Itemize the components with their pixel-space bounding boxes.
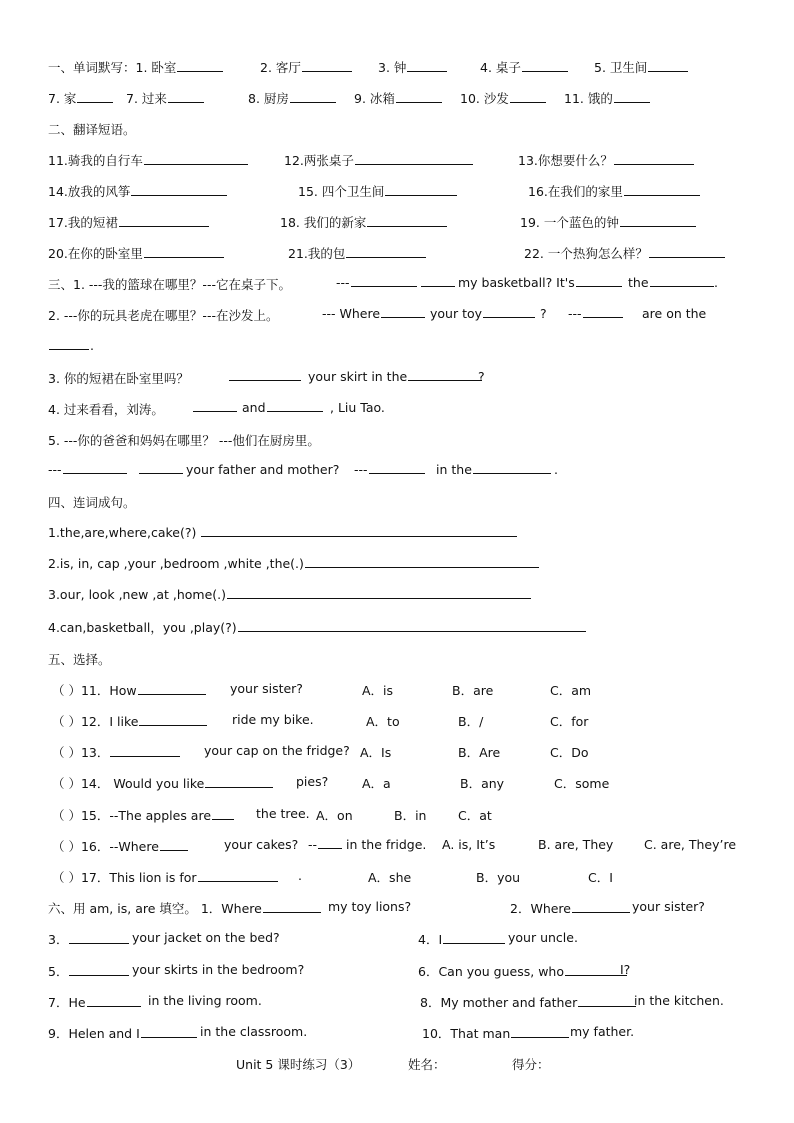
segment-text: 5． xyxy=(48,964,69,979)
line-segment xyxy=(52,712,208,730)
line-segment xyxy=(458,806,492,824)
segment-text: 19. 一个蓝色的钟 xyxy=(520,215,619,230)
answer-blank[interactable] xyxy=(565,964,627,976)
line-segment xyxy=(52,743,181,761)
line-segment xyxy=(48,244,225,262)
line-segment xyxy=(360,743,391,761)
line-segment xyxy=(430,306,536,321)
line-segment xyxy=(48,151,249,169)
answer-blank[interactable] xyxy=(87,995,141,1007)
segment-text: 15. 四个卫生间 xyxy=(298,184,385,199)
line-segment xyxy=(588,868,613,886)
segment-text: 18. 我们的新家 xyxy=(280,215,367,230)
segment-text: . xyxy=(90,338,94,353)
segment-text: ride my bike. xyxy=(232,712,314,727)
segment-text: in the classroom. xyxy=(200,1024,308,1039)
segment-text: （ ）14． Would you like xyxy=(52,776,205,791)
segment-text: （ ）12．I like xyxy=(52,714,139,729)
segment-text: , Liu Tao. xyxy=(330,400,385,415)
line-segment xyxy=(316,806,353,824)
line-segment xyxy=(48,1024,198,1042)
segment-text: . xyxy=(554,462,558,477)
segment-text: A．Is xyxy=(360,745,392,760)
segment-text: and xyxy=(242,400,266,415)
answer-blank[interactable] xyxy=(576,275,622,287)
line-segment xyxy=(460,89,547,107)
segment-text: B．in xyxy=(394,808,427,823)
answer-blank[interactable] xyxy=(421,275,455,287)
answer-blank[interactable] xyxy=(396,91,442,103)
line-segment xyxy=(192,400,238,415)
segment-text: 22. 一个热狗怎么样？ xyxy=(524,246,648,261)
line-segment xyxy=(48,120,136,138)
answer-blank[interactable] xyxy=(473,462,551,474)
line-segment xyxy=(594,58,689,76)
segment-text: 2.is, in, cap ,your ,bedroom ,white ,the(.) xyxy=(48,556,304,571)
line-segment xyxy=(284,151,474,169)
segment-text: 11.骑我的自行车 xyxy=(48,153,143,168)
answer-blank[interactable] xyxy=(110,745,180,757)
line-segment xyxy=(298,868,302,883)
line-segment xyxy=(570,1024,634,1039)
segment-text: 6．Can you guess, who xyxy=(418,964,564,979)
segment-text: 4．I xyxy=(418,932,443,947)
answer-blank[interactable] xyxy=(385,184,457,196)
answer-blank[interactable] xyxy=(369,462,425,474)
answer-blank[interactable] xyxy=(620,215,696,227)
line-segment xyxy=(48,930,130,948)
line-segment xyxy=(48,525,196,540)
segment-text: -- xyxy=(308,837,318,852)
line-segment xyxy=(248,89,337,107)
line-segment xyxy=(308,369,483,384)
answer-blank[interactable] xyxy=(227,587,531,599)
answer-blank[interactable] xyxy=(49,338,89,350)
line-segment xyxy=(420,993,637,1011)
segment-text: （ ）16．--Where xyxy=(52,839,159,854)
segment-text: 10. 沙发 xyxy=(460,91,509,106)
segment-text: （ ）15．--The apples are xyxy=(52,808,212,823)
segment-text: my basketball? It's xyxy=(458,275,575,290)
line-segment xyxy=(354,462,426,477)
segment-text: A．a xyxy=(362,776,391,791)
segment-text: 16.在我们的家里 xyxy=(528,184,623,199)
line-segment xyxy=(308,837,343,852)
line-segment xyxy=(138,462,184,477)
answer-blank[interactable] xyxy=(408,369,482,381)
segment-text: 3. 钟 xyxy=(378,60,407,75)
line-segment xyxy=(48,962,130,980)
segment-text: B. are, They xyxy=(538,837,614,852)
segment-text: your toy xyxy=(430,306,483,321)
segment-text: 17.我的短裙 xyxy=(48,215,118,230)
segment-text: 5. 卫生间 xyxy=(594,60,648,75)
segment-text: 2. 客厅 xyxy=(260,60,301,75)
answer-blank[interactable] xyxy=(522,60,568,72)
answer-blank[interactable] xyxy=(144,246,224,258)
answer-blank[interactable] xyxy=(302,60,352,72)
answer-blank[interactable] xyxy=(572,901,630,913)
answer-blank[interactable] xyxy=(141,1026,197,1038)
line-segment xyxy=(418,930,506,948)
segment-text: C．at xyxy=(458,808,492,823)
line-segment xyxy=(478,369,485,384)
answer-blank[interactable] xyxy=(649,246,725,258)
segment-text: C．some xyxy=(554,776,610,791)
segment-text: my toy lions? xyxy=(328,899,412,914)
line-segment xyxy=(508,930,578,945)
line-segment xyxy=(48,493,136,511)
segment-text: your jacket on the bed? xyxy=(132,930,280,945)
segment-text: your uncle. xyxy=(508,930,578,945)
line-segment xyxy=(620,962,630,977)
line-segment xyxy=(256,806,310,821)
answer-blank[interactable] xyxy=(160,839,188,851)
segment-text: 3． xyxy=(48,932,69,947)
segment-text: your father and mother? xyxy=(186,462,340,477)
answer-blank[interactable] xyxy=(177,60,223,72)
line-segment xyxy=(48,58,224,76)
line-segment xyxy=(296,774,328,789)
line-segment xyxy=(336,275,418,290)
answer-blank[interactable] xyxy=(583,306,623,318)
line-segment xyxy=(354,89,443,107)
segment-text: 14.放我的风筝 xyxy=(48,184,131,199)
line-segment xyxy=(554,774,609,792)
line-segment xyxy=(714,275,718,290)
line-segment xyxy=(224,837,298,852)
answer-blank[interactable] xyxy=(355,153,473,165)
segment-text: 一、单词默写：1. 卧室 xyxy=(48,60,177,75)
answer-blank[interactable] xyxy=(69,932,129,944)
segment-text: 21.我的包 xyxy=(288,246,346,261)
line-segment xyxy=(458,275,623,290)
line-segment xyxy=(48,650,111,668)
segment-text: B．any xyxy=(460,776,505,791)
line-segment xyxy=(48,306,278,324)
answer-blank[interactable] xyxy=(138,683,206,695)
answer-blank[interactable] xyxy=(198,870,278,882)
line-segment xyxy=(52,806,235,824)
line-segment xyxy=(442,837,495,852)
segment-text: （ ）17．This lion is for xyxy=(52,870,197,885)
segment-text: 五、选择。 xyxy=(48,652,111,667)
line-segment xyxy=(568,306,624,321)
line-segment xyxy=(52,774,274,792)
answer-blank[interactable] xyxy=(614,91,650,103)
line-segment xyxy=(260,58,353,76)
answer-blank[interactable] xyxy=(367,215,447,227)
segment-text: my father. xyxy=(570,1024,635,1039)
segment-text: 四、连词成句。 xyxy=(48,495,136,510)
segment-text: in the kitchen. xyxy=(634,993,724,1008)
answer-blank[interactable] xyxy=(318,837,342,849)
segment-text: the xyxy=(628,275,649,290)
answer-blank[interactable] xyxy=(578,995,636,1007)
segment-text: 7．He xyxy=(48,995,86,1010)
segment-text: A．is xyxy=(362,683,394,698)
segment-text: in the fridge. xyxy=(346,837,427,852)
answer-blank[interactable] xyxy=(351,275,417,287)
line-segment xyxy=(48,587,532,602)
segment-text: C．Do xyxy=(550,745,589,760)
answer-blank[interactable] xyxy=(267,400,323,412)
answer-blank[interactable] xyxy=(63,462,127,474)
footer-title: Unit 5 课时练习（3） xyxy=(236,1057,361,1072)
line-segment xyxy=(550,743,589,761)
segment-text: ? xyxy=(540,306,547,321)
answer-blank[interactable] xyxy=(346,246,426,258)
line-segment xyxy=(132,930,280,945)
line-segment xyxy=(540,306,547,321)
line-segment xyxy=(422,1024,570,1042)
segment-text: 二、翻译短语。 xyxy=(48,122,136,137)
line-segment xyxy=(48,993,142,1011)
line-segment xyxy=(200,525,518,540)
line-segment xyxy=(518,151,695,169)
answer-blank[interactable] xyxy=(119,215,209,227)
line-segment xyxy=(242,400,324,415)
line-segment xyxy=(418,962,631,980)
line-segment xyxy=(460,774,504,792)
line-segment xyxy=(298,182,458,200)
line-segment xyxy=(48,556,540,571)
segment-text: 8．My mother and father xyxy=(420,995,578,1010)
segment-text: C．am xyxy=(550,683,592,698)
line-segment xyxy=(52,681,207,699)
segment-text: 10．That man xyxy=(422,1026,511,1041)
line-segment xyxy=(480,58,569,76)
segment-text: your skirts in the bedroom? xyxy=(132,962,305,977)
segment-text: 4. 过来看看，刘涛。 xyxy=(48,402,164,417)
answer-blank[interactable] xyxy=(77,91,113,103)
segment-text: your sister? xyxy=(230,681,303,696)
segment-text: 4.can,basketball，you ,play(?) xyxy=(48,620,237,635)
line-segment xyxy=(458,743,500,761)
answer-blank[interactable] xyxy=(139,462,183,474)
answer-blank[interactable] xyxy=(193,400,237,412)
segment-text: 2．Where xyxy=(510,901,571,916)
answer-blank[interactable] xyxy=(69,964,129,976)
line-segment xyxy=(204,743,350,758)
segment-text: the tree. xyxy=(256,806,310,821)
line-segment xyxy=(280,213,448,231)
segment-text: your cap on the fridge? xyxy=(204,743,350,758)
line-segment xyxy=(634,993,724,1008)
answer-blank[interactable] xyxy=(131,184,227,196)
line-segment xyxy=(52,837,189,855)
segment-text: 9. 冰箱 xyxy=(354,91,395,106)
line-segment xyxy=(458,712,483,730)
line-segment xyxy=(366,712,400,730)
line-segment xyxy=(510,899,631,917)
answer-blank[interactable] xyxy=(238,620,586,632)
line-segment xyxy=(52,868,279,886)
answer-blank[interactable] xyxy=(624,184,700,196)
line-segment xyxy=(48,182,228,200)
line-segment xyxy=(550,681,591,699)
segment-text: . xyxy=(298,868,302,883)
answer-blank[interactable] xyxy=(263,901,321,913)
segment-text: B．Are xyxy=(458,745,501,760)
line-segment xyxy=(394,806,426,824)
line-segment xyxy=(330,400,385,415)
line-segment xyxy=(528,182,701,200)
segment-text: your sister? xyxy=(632,899,705,914)
line-segment xyxy=(48,338,90,353)
segment-text: ? xyxy=(478,369,485,384)
answer-blank[interactable] xyxy=(229,369,301,381)
line-segment xyxy=(48,618,587,636)
segment-text: 7. 家 xyxy=(48,91,77,106)
answer-blank[interactable] xyxy=(212,808,234,820)
line-segment xyxy=(550,712,588,730)
segment-text: 7. 过来 xyxy=(126,91,167,106)
segment-text: C．for xyxy=(550,714,589,729)
segment-text: 六、用 am, is, are 填空。 1．Where xyxy=(48,901,262,916)
line-segment xyxy=(48,899,322,917)
answer-blank[interactable] xyxy=(443,932,505,944)
answer-blank[interactable] xyxy=(614,153,694,165)
line-segment xyxy=(644,837,736,852)
line-segment xyxy=(378,58,448,76)
segment-text: 1.the,are,where,cake(?) xyxy=(48,525,197,540)
line-segment xyxy=(126,89,205,107)
line-segment xyxy=(288,244,427,262)
name-label: 姓名： xyxy=(408,1057,446,1072)
segment-text: 3.our, look ,new ,at ,home(.) xyxy=(48,587,226,602)
line-segment xyxy=(48,462,128,477)
segment-text: 8. 厨房 xyxy=(248,91,289,106)
line-segment xyxy=(520,213,697,231)
line-segment xyxy=(362,774,391,792)
segment-text: 2. ---你的玩具老虎在哪里？---在沙发上。 xyxy=(48,308,279,323)
segment-text: B．you xyxy=(476,870,521,885)
segment-text: A．she xyxy=(368,870,412,885)
line-segment xyxy=(230,681,303,696)
segment-text: （ ）11．How xyxy=(52,683,137,698)
answer-blank[interactable] xyxy=(168,91,204,103)
segment-text: B．/ xyxy=(458,714,484,729)
segment-text: B．are xyxy=(452,683,494,698)
line-segment xyxy=(420,275,456,290)
segment-text: 13.你想要什么？ xyxy=(518,153,613,168)
answer-blank[interactable] xyxy=(510,91,546,103)
segment-text: 20.在你的卧室里 xyxy=(48,246,143,261)
answer-blank[interactable] xyxy=(483,306,535,318)
line-segment xyxy=(628,275,715,290)
line-segment xyxy=(368,868,411,886)
segment-text: 4. 桌子 xyxy=(480,60,521,75)
answer-blank[interactable] xyxy=(305,556,539,568)
answer-blank[interactable] xyxy=(139,714,207,726)
line-segment xyxy=(232,712,314,727)
answer-blank[interactable] xyxy=(381,306,425,318)
line-segment xyxy=(48,275,291,293)
line-segment xyxy=(362,681,393,699)
line-segment xyxy=(48,369,189,387)
line-segment xyxy=(346,837,426,852)
line-segment xyxy=(554,462,558,477)
line-segment xyxy=(132,962,304,977)
segment-text: 9．Helen and I xyxy=(48,1026,140,1041)
answer-blank[interactable] xyxy=(144,153,248,165)
line-segment xyxy=(322,306,426,321)
segment-text: 5. ---你的爸爸和妈妈在哪里？ ---他们在厨房里。 xyxy=(48,433,320,448)
line-segment xyxy=(228,369,302,384)
answer-blank[interactable] xyxy=(201,525,517,537)
segment-text: 三、1. ---我的篮球在哪里？---它在桌子下。 xyxy=(48,277,291,292)
segment-text: in the living room. xyxy=(148,993,262,1008)
segment-text: 3. 你的短裙在卧室里吗？ xyxy=(48,371,189,386)
segment-text: A．on xyxy=(316,808,353,823)
segment-text: （ ）13． xyxy=(52,745,110,760)
segment-text: 11. 饿的 xyxy=(564,91,613,106)
segment-text: I? xyxy=(620,962,631,977)
segment-text: your skirt in the xyxy=(308,369,408,384)
line-segment xyxy=(436,462,552,477)
answer-blank[interactable] xyxy=(290,91,336,103)
answer-blank[interactable] xyxy=(648,60,688,72)
line-segment xyxy=(200,1024,307,1039)
answer-blank[interactable] xyxy=(407,60,447,72)
segment-text: your cakes? xyxy=(224,837,299,852)
line-segment xyxy=(48,400,164,418)
segment-text: --- xyxy=(336,275,350,290)
segment-text: --- xyxy=(354,462,368,477)
line-segment xyxy=(632,899,705,914)
answer-blank[interactable] xyxy=(511,1026,569,1038)
line-segment xyxy=(564,89,651,107)
line-segment xyxy=(524,244,726,262)
line-segment xyxy=(90,338,94,353)
line-segment xyxy=(452,681,493,699)
line-segment xyxy=(642,306,706,321)
segment-text: in the xyxy=(436,462,472,477)
line-segment xyxy=(538,837,613,852)
answer-blank[interactable] xyxy=(205,776,273,788)
line-segment xyxy=(48,89,114,107)
segment-text: . xyxy=(714,275,718,290)
segment-text: --- xyxy=(48,462,62,477)
segment-text: C．I xyxy=(588,870,613,885)
segment-text: pies? xyxy=(296,774,329,789)
line-segment xyxy=(48,213,210,231)
line-segment xyxy=(476,868,520,886)
line-segment xyxy=(48,431,320,449)
line-segment xyxy=(186,462,339,477)
segment-text: --- xyxy=(568,306,582,321)
segment-text: C. are, They’re xyxy=(644,837,737,852)
line-segment xyxy=(328,899,411,914)
score-label: 得分： xyxy=(512,1057,550,1072)
segment-text: A. is, It’s xyxy=(442,837,496,852)
line-segment xyxy=(148,993,262,1008)
segment-text: A．to xyxy=(366,714,400,729)
segment-text: are on the xyxy=(642,306,707,321)
segment-text: --- Where xyxy=(322,306,381,321)
segment-text: 12.两张桌子 xyxy=(284,153,354,168)
answer-blank[interactable] xyxy=(650,275,714,287)
